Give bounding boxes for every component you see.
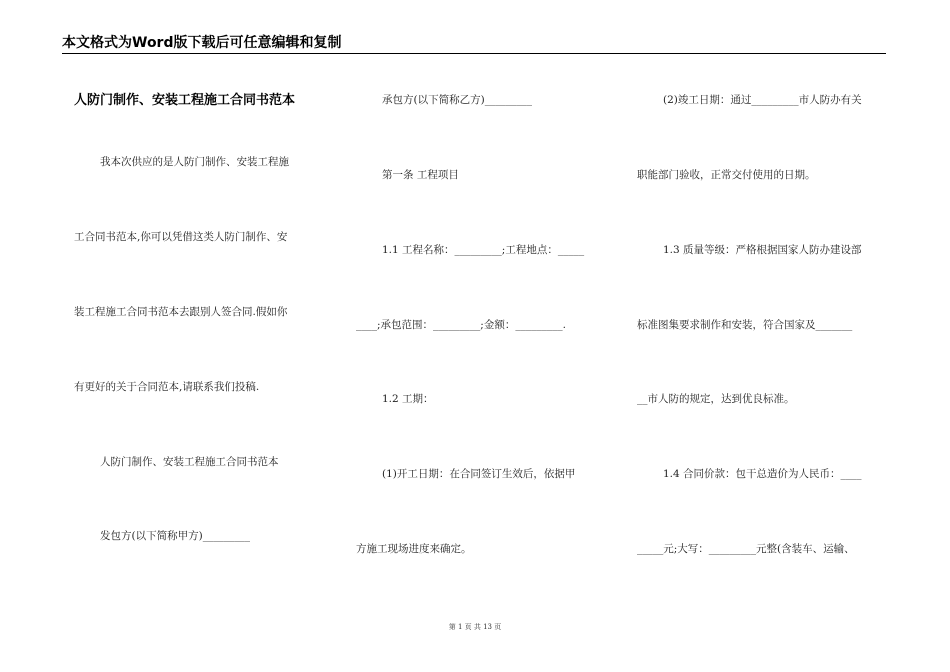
column-2-line: 第一条 工程项目: [382, 169, 459, 181]
column-3-line: __市人防的规定，达到优良标准。: [637, 393, 795, 405]
column-1-line: 装工程施工合同书范本去跟别人签合同.假如你: [74, 306, 288, 318]
column-3: [637, 0, 887, 672]
column-3-line: 1.4 合同价款：包干总造价为人民币：____: [663, 468, 862, 480]
column-1-line: 发包方(以下简称甲方)_________: [100, 530, 250, 542]
column-1: [74, 0, 324, 672]
document-header: 本文格式为Word版下载后可任意编辑和复制: [62, 35, 342, 51]
column-3-line: _____元;大写：_________元整(含装车、运输、: [637, 543, 855, 555]
column-1-line: 工合同书范本,你可以凭借这类人防门制作、安: [74, 231, 288, 243]
column-2-line: ____;承包范围：_________;金额：_________.: [356, 319, 566, 331]
column-3-line: 标准图集要求制作和安装，符合国家及_______: [637, 319, 853, 331]
column-2-line: 承包方(以下简称乙方)_________: [382, 94, 532, 106]
page-number: 第 1 页 共 13 页: [448, 623, 502, 631]
column-3-line: 1.3 质量等级：严格根据国家人防办建设部: [663, 244, 862, 256]
column-1-line: 我本次供应的是人防门制作、安装工程施: [100, 156, 289, 168]
column-1-line: 有更好的关于合同范本,请联系我们投稿.: [74, 381, 260, 393]
column-2-line: 方施工现场进度来确定。: [356, 543, 472, 555]
column-2: [356, 0, 606, 672]
column-2-line: 1.1 工程名称：_________;工程地点：_____: [382, 244, 585, 256]
column-1-line: 人防门制作、安装工程施工合同书范本: [100, 456, 279, 468]
column-3-line: (2)竣工日期：通过_________市人防办有关: [663, 94, 862, 106]
column-2-line: 1.2 工期：: [382, 393, 434, 405]
document-title: 人防门制作、安装工程施工合同书范本: [74, 93, 296, 108]
column-3-line: 职能部门验收，正常交付使用的日期。: [637, 169, 816, 181]
column-2-line: (1)开工日期：在合同签订生效后，依据甲: [382, 468, 576, 480]
